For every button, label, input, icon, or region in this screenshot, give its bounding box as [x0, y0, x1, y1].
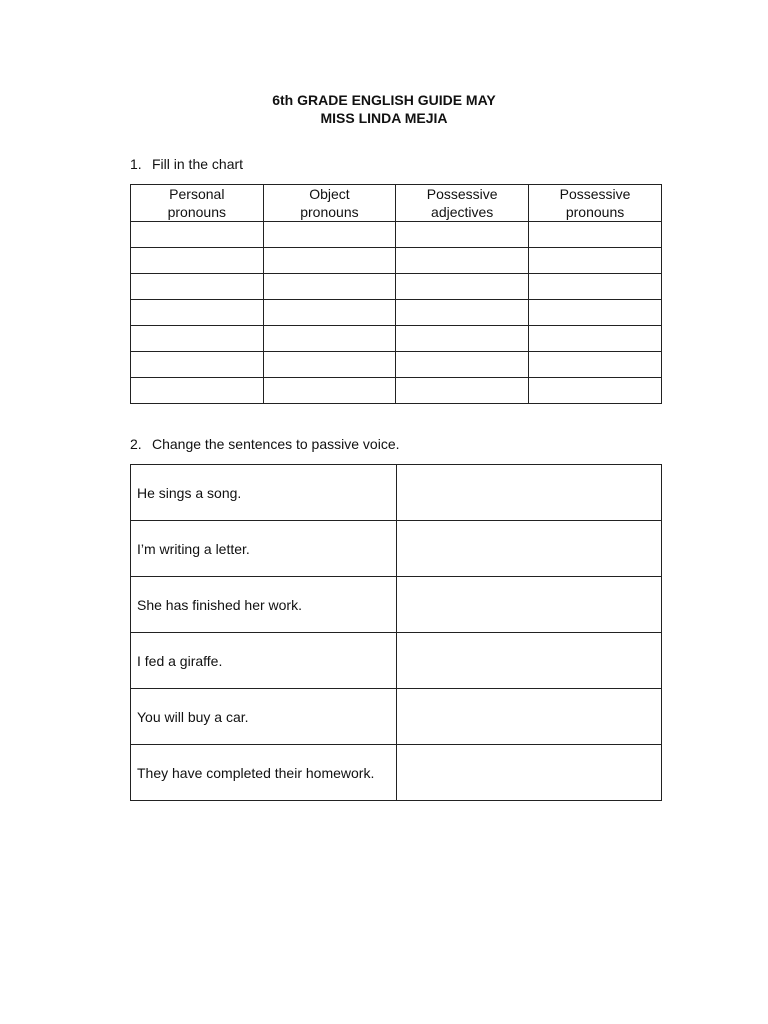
- chart-blank-cell[interactable]: [131, 248, 264, 274]
- table-row: [131, 521, 662, 577]
- column-header-line: Possessive: [426, 186, 498, 202]
- chart-blank-cell[interactable]: [396, 222, 529, 248]
- sentence-cell: She has finished her work.: [131, 577, 397, 633]
- chart-blank-cell[interactable]: [529, 378, 662, 404]
- chart-blank-cell[interactable]: [263, 378, 396, 404]
- chart-header-row: [131, 185, 662, 222]
- question-2-number: 2.: [130, 436, 142, 452]
- answer-cell[interactable]: [397, 465, 662, 521]
- chart-blank-cell[interactable]: [263, 248, 396, 274]
- chart-blank-cell[interactable]: [131, 352, 264, 378]
- chart-blank-cell[interactable]: [396, 352, 529, 378]
- column-header-possessive-pronouns: [529, 185, 662, 222]
- chart-blank-cell[interactable]: [131, 222, 264, 248]
- column-header-line: Object: [309, 186, 350, 202]
- chart-blank-cell[interactable]: [263, 222, 396, 248]
- chart-blank-cell[interactable]: [396, 274, 529, 300]
- table-row: [131, 274, 662, 300]
- answer-cell[interactable]: [397, 577, 662, 633]
- worksheet-title: 6th GRADE ENGLISH GUIDE MAY: [272, 92, 496, 108]
- chart-blank-cell[interactable]: [263, 274, 396, 300]
- table-row: [131, 326, 662, 352]
- column-header-line: adjectives: [431, 204, 494, 220]
- chart-blank-cell[interactable]: [396, 326, 529, 352]
- sentence-cell: I fed a giraffe.: [131, 633, 397, 689]
- answer-cell[interactable]: [397, 689, 662, 745]
- column-header-possessive-adjectives: [396, 185, 529, 222]
- answer-cell[interactable]: [397, 745, 662, 801]
- chart-blank-cell[interactable]: [131, 326, 264, 352]
- table-row: [131, 633, 662, 689]
- chart-blank-cell[interactable]: [131, 378, 264, 404]
- answer-cell[interactable]: [397, 521, 662, 577]
- chart-blank-cell[interactable]: [529, 326, 662, 352]
- table-row: [131, 248, 662, 274]
- sentence-cell: You will buy a car.: [131, 689, 397, 745]
- chart-blank-cell[interactable]: [529, 352, 662, 378]
- column-header-personal-pronouns: [131, 185, 264, 222]
- teacher-name: MISS LINDA MEJIA: [320, 110, 448, 126]
- column-header-line: Possessive: [559, 186, 631, 202]
- question-1-prompt: [130, 155, 243, 173]
- sentence-cell: They have completed their homework.: [131, 745, 397, 801]
- table-row: [131, 378, 662, 404]
- table-row: [131, 222, 662, 248]
- chart-blank-cell[interactable]: [529, 300, 662, 326]
- question-1-text: Fill in the chart: [152, 156, 244, 172]
- column-header-line: pronouns: [565, 204, 625, 220]
- column-header-object-pronouns: [263, 185, 396, 222]
- chart-blank-cell[interactable]: [396, 248, 529, 274]
- column-header-line: pronouns: [300, 204, 359, 220]
- question-2-prompt: [130, 435, 400, 453]
- table-row: [131, 745, 662, 801]
- question-2-text: Change the sentences to passive voice.: [152, 436, 400, 452]
- answer-cell[interactable]: [397, 633, 662, 689]
- chart-blank-cell[interactable]: [263, 352, 396, 378]
- chart-blank-cell[interactable]: [529, 274, 662, 300]
- table-row: [131, 465, 662, 521]
- table-row: [131, 300, 662, 326]
- sentence-cell: He sings a song.: [131, 465, 397, 521]
- column-header-line: pronouns: [167, 204, 226, 220]
- table-row: [131, 689, 662, 745]
- chart-blank-cell[interactable]: [529, 248, 662, 274]
- table-row: [131, 577, 662, 633]
- passive-voice-table: [130, 464, 662, 801]
- chart-blank-cell[interactable]: [263, 326, 396, 352]
- sentence-cell: I’m writing a letter.: [131, 521, 397, 577]
- chart-blank-cell[interactable]: [131, 300, 264, 326]
- column-header-line: Personal: [169, 186, 225, 202]
- table-row: [131, 352, 662, 378]
- chart-blank-cell[interactable]: [131, 274, 264, 300]
- chart-blank-cell[interactable]: [396, 378, 529, 404]
- chart-blank-cell[interactable]: [263, 300, 396, 326]
- chart-blank-cell[interactable]: [396, 300, 529, 326]
- question-1-number: 1.: [130, 156, 142, 172]
- chart-blank-cell[interactable]: [529, 222, 662, 248]
- pronoun-chart: [130, 184, 662, 404]
